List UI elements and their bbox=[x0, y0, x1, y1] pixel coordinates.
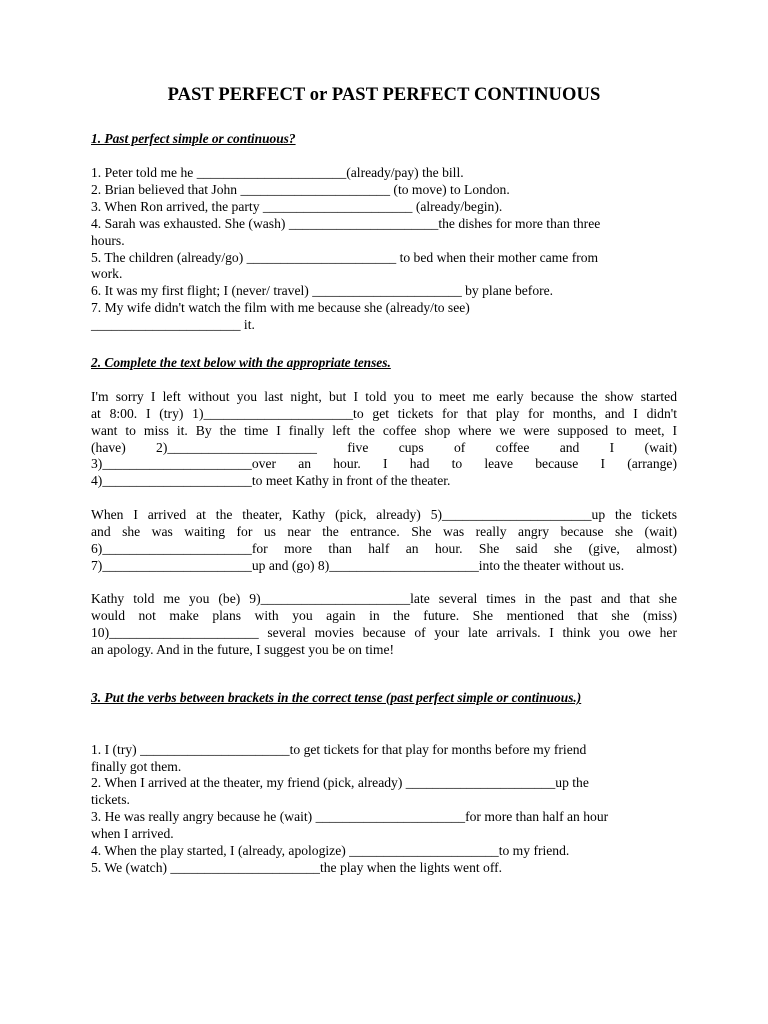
text-line: 7)______________________up and (go) 8)______________________into the theater without us. bbox=[91, 558, 625, 573]
text-line: (have) 2)______________________ five cups of coffee and I (wait) bbox=[91, 440, 677, 455]
page-title: PAST PERFECT or PAST PERFECT CONTINUOUS bbox=[167, 85, 601, 105]
text-line: and she was waiting for us near the entrance. She was really angry because she (wait) bbox=[91, 524, 677, 539]
text-line: 4)______________________to meet Kathy in front of the theater. bbox=[91, 473, 451, 488]
exercise-line: 2. Brian believed that John ______________________ (to move) to London. bbox=[91, 182, 510, 197]
exercise-line: 1. I (try) ______________________to get tickets for that play for months before my friend bbox=[91, 742, 587, 757]
exercise-line: 5. The children (already/go) ______________________ to bed when their mother came from bbox=[91, 250, 599, 265]
exercise-line: 4. When the play started, I (already, apologize) ______________________to my friend. bbox=[91, 843, 570, 858]
exercise-line: tickets. bbox=[91, 792, 130, 807]
exercise-line: 1. Peter told me he ______________________(already/pay) the bill. bbox=[91, 165, 464, 180]
section-3-heading: 3. Put the verbs between brackets in the correct tense (past perfect simple or continuous.) bbox=[91, 690, 582, 705]
exercise-line: finally got them. bbox=[91, 759, 182, 774]
text-line: Kathy told me you (be) 9)______________________late several times in the past and that she bbox=[91, 591, 677, 606]
text-line: 3)______________________over an hour. I had to leave because I (arrange) bbox=[91, 456, 677, 471]
exercise-line: work. bbox=[91, 266, 123, 281]
text-line: at 8:00. I (try) 1)______________________to get tickets for that play for months, and I didn't bbox=[91, 406, 677, 421]
exercise-line: 3. He was really angry because he (wait) ______________________for more than half an hour bbox=[91, 809, 609, 824]
exercise-line: 6. It was my first flight; I (never/ travel) ______________________ by plane before. bbox=[91, 283, 554, 298]
text-line: an apology. And in the future, I suggest you be on time! bbox=[91, 642, 395, 657]
section-1-heading: 1. Past perfect simple or continuous? bbox=[91, 131, 296, 146]
text-line: 10)______________________ several movies because of your late arrivals. I think you owe her bbox=[91, 625, 677, 640]
text-line: want to miss it. By the time I finally left the coffee shop where we were supposed to meet, I bbox=[91, 423, 677, 438]
text-line: I'm sorry I left without you last night, but I told you to meet me early because the show started bbox=[91, 389, 677, 404]
text-line: would not make plans with you again in the future. She mentioned that she (miss) bbox=[91, 608, 677, 623]
text-line: When I arrived at the theater, Kathy (pick, already) 5)______________________up the tickets bbox=[91, 507, 677, 522]
exercise-line: hours. bbox=[91, 233, 125, 248]
exercise-line: when I arrived. bbox=[91, 826, 174, 841]
text-line: 6)______________________for more than half an hour. She said she (give, almost) bbox=[91, 541, 677, 556]
exercise-line: 7. My wife didn't watch the film with me because she (already/to see) bbox=[91, 300, 470, 315]
exercise-line: 5. We (watch) ______________________the play when the lights went off. bbox=[91, 860, 503, 875]
section-2-heading: 2. Complete the text below with the appropriate tenses. bbox=[91, 355, 391, 370]
exercise-line: 2. When I arrived at the theater, my friend (pick, already) ______________________up the bbox=[91, 775, 589, 790]
exercise-line: 4. Sarah was exhausted. She (wash) ______________________the dishes for more than three bbox=[91, 216, 601, 231]
exercise-line: 3. When Ron arrived, the party ______________________ (already/begin). bbox=[91, 199, 503, 214]
exercise-line: ______________________ it. bbox=[91, 317, 255, 332]
